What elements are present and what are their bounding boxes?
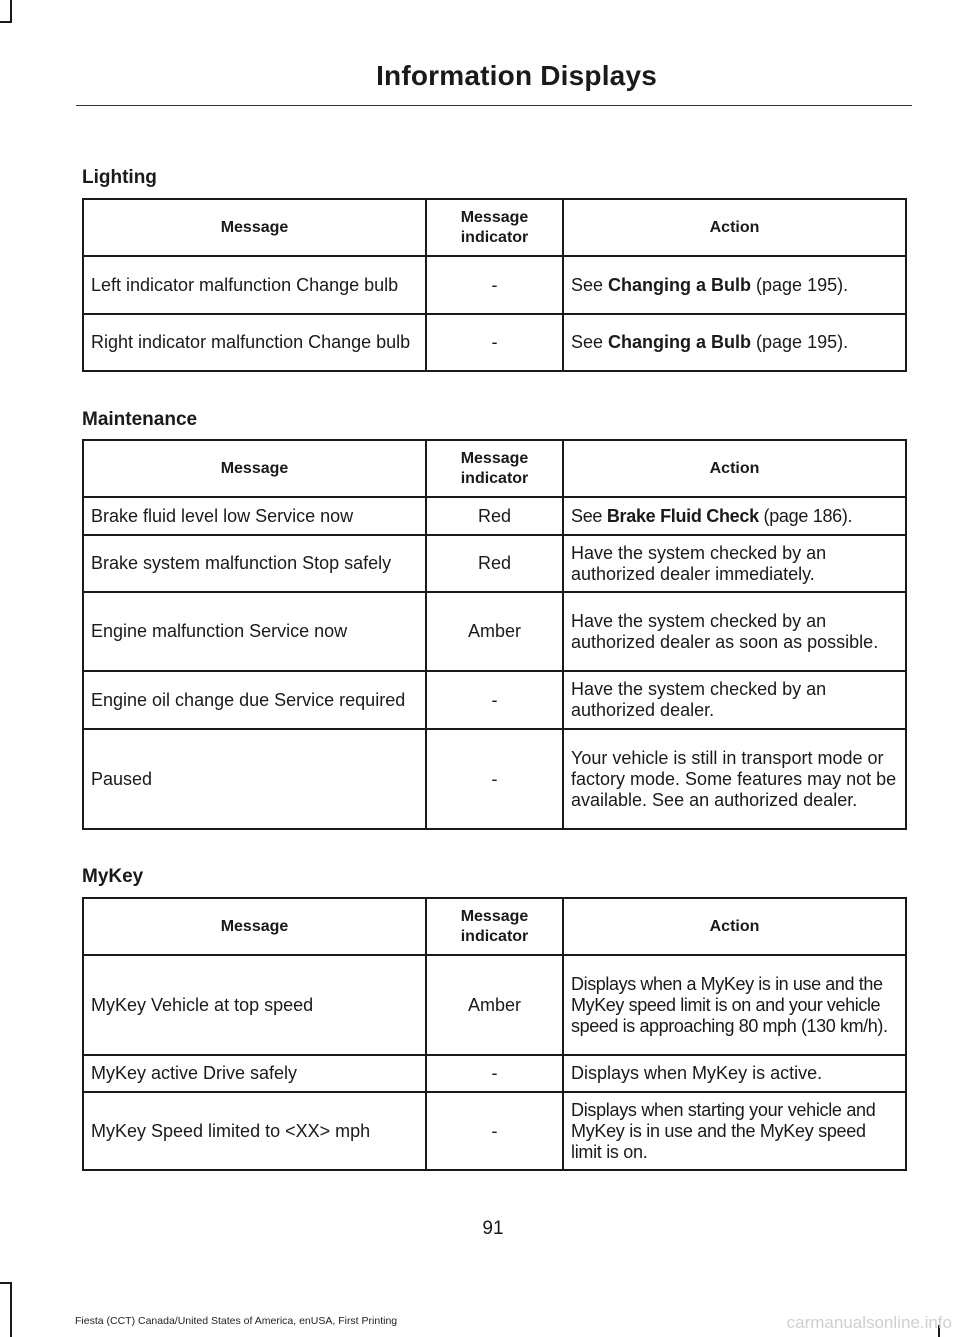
action-cell: [563, 256, 906, 314]
message-cell: MyKey active Drive safely: [83, 1055, 426, 1092]
maintenance-table: [82, 439, 907, 830]
page-number: 91: [482, 1218, 504, 1239]
action-cell: Have the system checked by an authorized dealer as soon as possible.: [563, 592, 906, 671]
page-title: Information Displays: [376, 60, 657, 91]
action-text-suffix: (page 195).: [751, 332, 849, 352]
action-cell: Have the system checked by an authorized dealer immediately.: [563, 535, 906, 592]
message-cell: MyKey Vehicle at top speed: [83, 955, 426, 1055]
table-header-row: [83, 898, 906, 955]
action-cell: Your vehicle is still in transport mode or factory mode. Some features may not be available. See an authorized dealer.: [563, 729, 906, 829]
mykey-table: [82, 897, 907, 1171]
table-row: [83, 1055, 906, 1092]
header-indicator: Message indicator: [426, 440, 563, 497]
action-cell: Displays when starting your vehicle and MyKey is in use and the MyKey speed limit is on.: [563, 1092, 906, 1170]
crop-mark-top-left-h: [0, 21, 12, 23]
action-cell: Have the system checked by an authorized dealer.: [563, 671, 906, 729]
page-reference-link[interactable]: Changing a Bulb: [608, 332, 752, 352]
footer-text: Fiesta (CCT) Canada/United States of America, enUSA, First Printing: [75, 1315, 398, 1327]
header-indicator: Message indicator: [426, 898, 563, 955]
indicator-cell: -: [426, 729, 563, 829]
indicator-cell: -: [426, 671, 563, 729]
header-message: Message: [83, 199, 426, 256]
table-row: [83, 671, 906, 729]
table-row: [83, 1092, 906, 1170]
crop-mark-top-left: [10, 0, 12, 22]
message-cell: Brake system malfunction Stop safely: [83, 535, 426, 592]
section-heading-mykey: MyKey: [82, 866, 144, 887]
watermark: carmanualsonline.info: [786, 1313, 952, 1332]
indicator-cell: Amber: [426, 955, 563, 1055]
indicator-cell: -: [426, 1055, 563, 1092]
action-text-suffix: (page 186).: [758, 505, 853, 526]
lighting-table: [82, 198, 907, 372]
message-cell: Left indicator malfunction Change bulb: [83, 256, 426, 314]
action-cell: [563, 497, 906, 535]
header-indicator: Message indicator: [426, 199, 563, 256]
action-text: See: [571, 332, 609, 352]
section-heading-maintenance: Maintenance: [82, 409, 198, 430]
message-cell: Paused: [83, 729, 426, 829]
indicator-cell: Amber: [426, 592, 563, 671]
table-row: [83, 497, 906, 535]
action-cell: Displays when a MyKey is in use and the MyKey speed limit is on and your vehicle speed is approaching 80 mph (130 km/h).: [563, 955, 906, 1055]
table-row: [83, 955, 906, 1055]
table-row: [83, 314, 906, 371]
indicator-cell: -: [426, 314, 563, 371]
table-header-row: [83, 440, 906, 497]
message-cell: MyKey Speed limited to <XX> mph: [83, 1092, 426, 1170]
section-heading-lighting: Lighting: [82, 167, 157, 188]
action-text: See: [571, 505, 607, 526]
header-action: Action: [563, 898, 906, 955]
page-reference-link[interactable]: Changing a Bulb: [608, 274, 752, 295]
indicator-cell: -: [426, 1092, 563, 1170]
message-cell: Right indicator malfunction Change bulb: [83, 314, 426, 371]
table-row: [83, 535, 906, 592]
action-text-suffix: (page 195).: [751, 274, 849, 295]
crop-mark-bottom-left: [10, 1282, 12, 1337]
indicator-cell: -: [426, 256, 563, 314]
header-message: Message: [83, 898, 426, 955]
action-cell: [563, 314, 906, 371]
indicator-cell: Red: [426, 497, 563, 535]
title-divider: [76, 105, 912, 106]
message-cell: Engine malfunction Service now: [83, 592, 426, 671]
header-action: Action: [563, 199, 906, 256]
action-cell: Displays when MyKey is active.: [563, 1055, 906, 1092]
table-row: [83, 729, 906, 829]
header-message: Message: [83, 440, 426, 497]
message-cell: Engine oil change due Service required: [83, 671, 426, 729]
message-cell: Brake fluid level low Service now: [83, 497, 426, 535]
page-reference-link[interactable]: Brake Fluid Check: [606, 505, 759, 526]
header-action: Action: [563, 440, 906, 497]
indicator-cell: Red: [426, 535, 563, 592]
table-row: [83, 256, 906, 314]
table-header-row: [83, 199, 906, 256]
table-row: [83, 592, 906, 671]
action-text: See: [571, 274, 609, 295]
crop-mark-bottom-left-h: [0, 1282, 12, 1284]
